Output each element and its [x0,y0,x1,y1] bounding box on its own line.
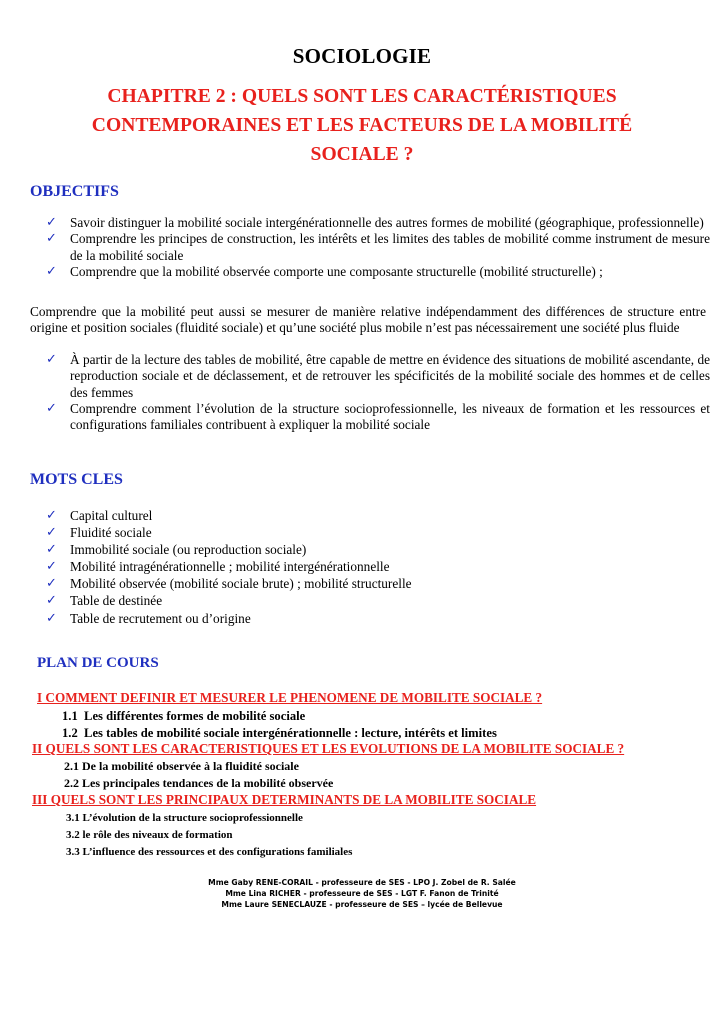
plan-subsection: 3.3 L’influence des ressources et des configurations familiales [66,846,353,858]
chapter-title-line: SOCIALE ? [310,144,414,165]
objectifs-list [46,215,710,280]
list-item: ✓ Savoir distinguer la mobilité sociale intergénérationnelle des autres formes de mobilité (géographique, professionnelle) [46,215,704,230]
chapter-title-line: CHAPITRE 2 : QUELS SONT LES CARACTÉRISTIQUES [107,86,617,107]
list-item: ✓ Mobilité observée (mobilité sociale brute) ; mobilité structurelle [46,576,412,592]
plan-subsection: 1.2 Les tables de mobilité sociale intergénérationnelle : lecture, intérêts et limites [62,726,497,740]
list-item: ✓ Fluidité sociale [46,525,152,541]
credit-line: Mme Laure SENECLAUZE - professeure de SES – lycée de Bellevue [221,900,503,909]
credit-line: Mme Gaby RENE-CORAIL - professeure de SES - LPO J. Zobel de R. Salée [208,878,516,887]
checkmark-icon: ✓ [46,593,57,609]
checkmark-icon: ✓ [46,576,57,592]
list-item: ✓ Comprendre que la mobilité observée comporte une composante structurelle (mobilité structurelle) ; [46,263,603,279]
checkmark-icon: ✓ [46,352,57,367]
list-item: ✓ À partir de la lecture des tables de mobilité, être capable de mettre en évidence des situations de mobilité ascendante, de reproduction sociale et de déclassement, et de retrouver les spécificités de la mobilité sociale des hommes et de celles des femmes [46,352,710,400]
plan-part-1: I COMMENT DEFINIR ET MESURER LE PHENOMENE DE MOBILITE SOCIALE ? [37,690,543,705]
list-item: ✓ Mobilité intragénérationnelle ; mobilité intergénérationnelle [46,559,390,575]
checkmark-icon: ✓ [46,231,57,247]
checkmark-icon: ✓ [46,400,57,416]
checkmark-icon: ✓ [46,525,57,541]
checkmark-icon: ✓ [46,610,57,626]
subject-title: SOCIOLOGIE [292,44,432,68]
checkmark-icon: ✓ [46,263,57,279]
list-item: ✓ Comprendre les principes de construction, les intérêts et les limites des tables de mobilité comme instrument de mesure de la mobilité sociale [46,231,710,263]
plan-heading: PLAN DE COURS [37,655,159,671]
list-item: ✓ Immobilité sociale (ou reproduction sociale) [46,542,307,558]
plan-subsection: 1.1 Les différentes formes de mobilité sociale [62,709,306,723]
plan-subsection: 3.2 le rôle des niveaux de formation [66,829,233,841]
plan-part-3: III QUELS SONT LES PRINCIPAUX DETERMINANTS DE LA MOBILITE SOCIALE [32,792,537,807]
list-item: ✓ Table de destinée [46,593,163,609]
objectifs-heading: OBJECTIFS [30,183,119,200]
checkmark-icon: ✓ [46,559,57,575]
plan-subsection: 3.1 L’évolution de la structure socioprofessionnelle [66,812,303,824]
plan-part-2: II QUELS SONT LES CARACTERISTIQUES ET LES EVOLUTIONS DE LA MOBILITE SOCIALE ? [32,741,625,756]
objectifs-list-continued [46,352,710,433]
plan-subsection: 2.1 De la mobilité observée à la fluidité sociale [64,759,299,773]
list-item: ✓ Table de recrutement ou d’origine [46,610,251,626]
list-item: ✓ Capital culturel [46,508,153,523]
checkmark-icon: ✓ [46,542,57,558]
chapter-title [40,82,684,169]
checkmark-icon: ✓ [46,215,57,230]
plan-subsection: 2.2 Les principales tendances de la mobilité observée [64,776,334,790]
credit-line: Mme Lina RICHER - professeure de SES - LGT F. Fanon de Trinité [225,889,499,898]
mots-cles-list [46,507,466,627]
list-item: ✓ Comprendre comment l’évolution de la structure socioprofessionnelle, les niveaux de formation et les ressources et configurations familiales contribuent à expliquer la mobilité sociale [46,400,710,433]
mots-cles-heading: MOTS CLES [30,471,123,488]
checkmark-icon: ✓ [46,508,57,523]
objectifs-paragraph: Comprendre que la mobilité peut aussi se mesurer de manière relative indépendamment des différences de structure entre origine et position sociales (fluidité sociale) et qu’une société plus mobile n’est pas nécessairement une société plus fluide [30,304,706,336]
chapter-title-line: CONTEMPORAINES ET LES FACTEURS DE LA MOBILITÉ [91,115,633,136]
credits [0,877,724,910]
